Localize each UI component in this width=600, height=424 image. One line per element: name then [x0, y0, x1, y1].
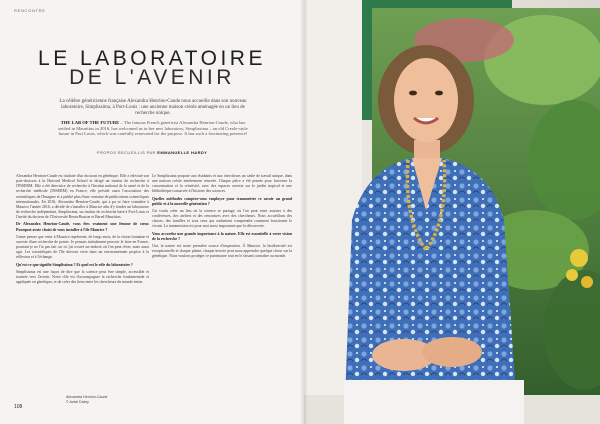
title-line-1: LE LABORATOIRE	[38, 47, 266, 70]
question: Quelles méthodes comptez-vous employer pour transmettre ce savoir au grand public et à la nouvelle génération ?	[152, 196, 292, 206]
byline-name: EMMANUELLE HARDY	[157, 150, 208, 155]
caption-credit: © Avish Dabry	[66, 399, 89, 404]
intro-paragraph: La célèbre généticienne française Alexandra Henrion-Caude nous accueille dans son nouveau laboratoire, Simplissima, à Port-Louis : une ancienne maison créole aménagée en un lieu de recherche unique.	[59, 99, 247, 116]
question: Qu'est-ce que signifie Simplissima ? Et quel est le rôle du laboratoire ?	[16, 262, 133, 267]
right-page	[304, 0, 600, 424]
byline-label: PROPOS RECUEILLIS PAR	[96, 150, 156, 155]
paragraph: Simplissima est une façon de dire que la science peut être simple, accessible et tournée vers l'avenir. Notre rôle est d'accompagner la recherche fondamentale et appliquée en génétique, et de créer des liens entre les chercheurs du monde entier.	[16, 269, 149, 284]
caption-name: Alexandra Henrion-Caude	[66, 395, 108, 399]
page-number: 108	[14, 404, 23, 410]
text-column-1	[16, 174, 149, 287]
paragraph: J'aime penser que venir à Maurice représente, de longs mois, de la vision lointaine et ouverte d'une recherche de pointe. Je pensais initialement pouvoir le faire en France, pourtant je ne l'ai pas fait car ici j'ai trouvé un endroit où l'on peut rêver, mais aussi agir. Les scientifiques de l'île doivent vivre dans un environnement propice à la réflexion et à l'échange.	[16, 234, 149, 260]
paragraph: Oui, la nature est notre première source d'inspiration. À Maurice, la biodiversité est exceptionnelle et chaque plante, chaque insecte peut nous apprendre quelque chose sur la génétique. Nous voulons protéger ce patrimoine tout en le faisant connaître au monde.	[152, 243, 292, 259]
text-column-2	[152, 174, 292, 261]
paragraph: J'ai voulu créer un lieu où la science se partage, où l'on peut venir assister à des conférences, des ateliers et des rencontres avec des chercheurs. Nous accueillons des classes, des familles et tous ceux qui souhaitent comprendre comment fonctionne le vivant. La transmission est pour moi aussi importante que la découverte.	[152, 208, 292, 229]
english-summary	[58, 120, 248, 137]
photo-caption	[66, 395, 186, 404]
face	[394, 58, 458, 142]
english-text: – The famous French geneticist Alexandra Henrion-Caude, who has settled in Mauritius in 2016, has welcomed us in her new laboratory, Simplissima – an old Creole-style house in Port Louis, which was carefully renovated for the purpose. It has such a fascinating presence!	[58, 120, 248, 137]
window-frame	[362, 0, 372, 120]
page-gutter	[300, 0, 308, 424]
title-line-2: DE L'AVENIR	[69, 66, 235, 89]
section-label: RENCONTRE	[14, 8, 46, 13]
paragraph: Le Simplissima propose aux étudiants et aux chercheurs un cadre de travail unique, dans une maison créole entièrement rénovée. Chaque pièce a été pensée pour favoriser la concentration et la créativité, avec des espaces ouverts sur le jardin tropical et une bibliothèque consacrée à l'histoire des sciences.	[152, 174, 292, 194]
white-trousers	[344, 380, 524, 424]
question: Dr Alexandra Henrion-Caude, vous êtes vraiment une femme de cœur. Pourquoi avoir choisi de vous installer à l'île Maurice ?	[16, 222, 149, 232]
question: Vous accordez une grande importance à la nature. Elle est essentielle à votre vision de la recherche ?	[152, 231, 292, 241]
portrait-photo	[304, 0, 600, 424]
english-heading: THE LAB OF THE FUTURE	[60, 120, 120, 125]
byline	[0, 150, 304, 155]
paragraph: Alexandra Henrion-Caude est titulaire d'un doctorat en génétique. Elle a effectué son post-doctorat à la Harvard Medical School et dirigé un institut de recherche à l'INSERM. Elle a été directrice de recherche à l'Institut national de la santé et de la recherche médicale (INSERM) en France, elle préside aussi l'association des scientifiques de l'Imagine et a publié plus d'une centaine de publications scientifiques internationales. En 2016, Alexandra Henrion-Caude, qui a pu se faire connaître à Maurice l'année 2016, a décidé de s'installer à Maurice afin d'y fonder un laboratoire de recherche indépendant, Simplissima, un institut de recherche basé à Port-Louis et l'invité du docteur de l'Université Beata-Buxton et Bared Mauritius.	[16, 174, 149, 220]
